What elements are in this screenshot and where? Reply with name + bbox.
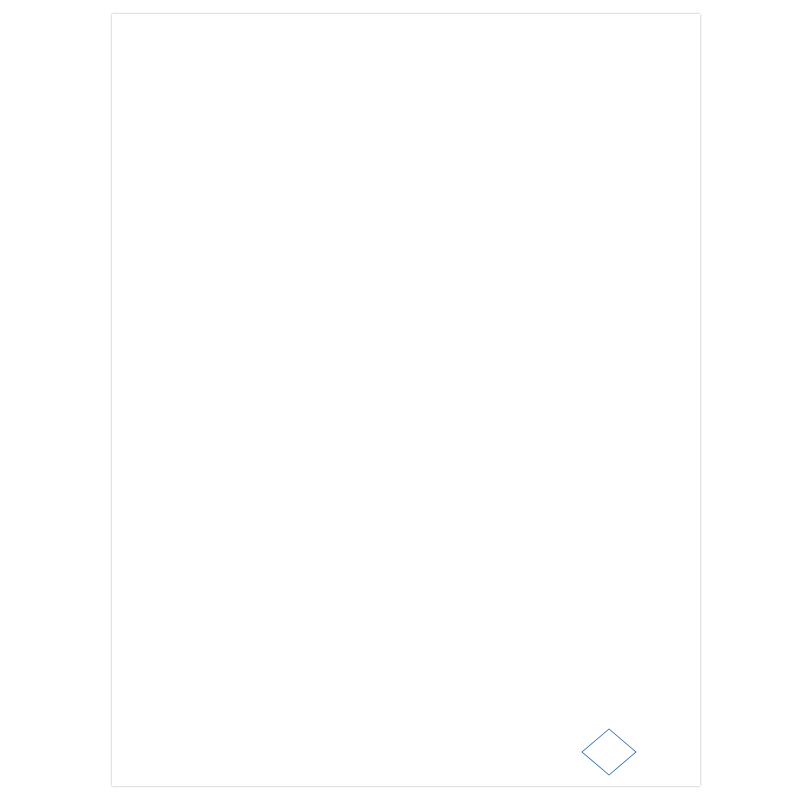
scorebook-page [112, 14, 700, 786]
scoresheet-grid [112, 14, 700, 786]
spiral-binding [88, 20, 110, 780]
